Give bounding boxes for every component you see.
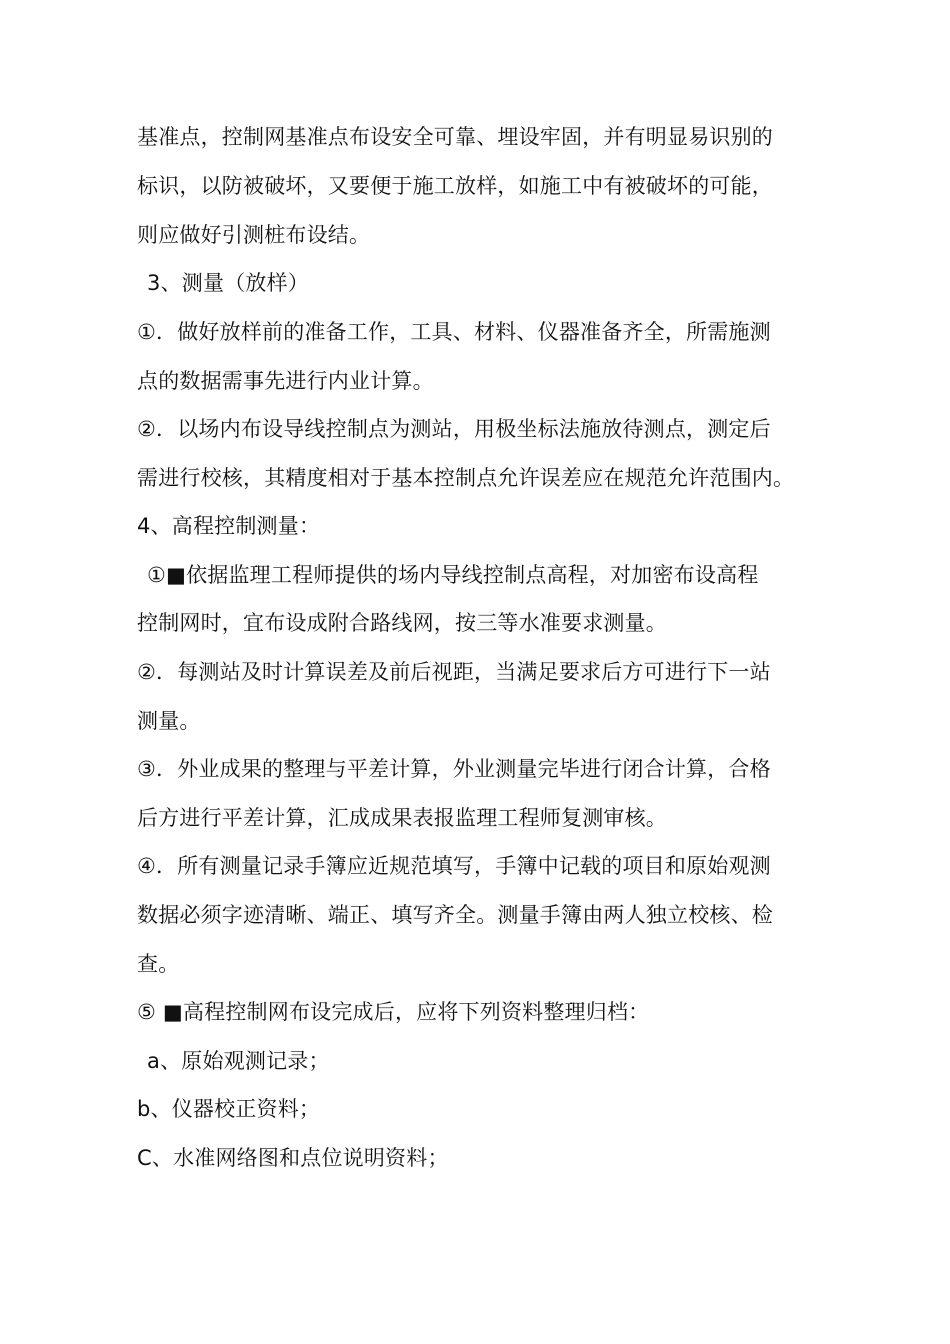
section-heading-4: 4、高程控制测量：	[137, 514, 321, 538]
list-item-line: 后方进行平差计算，汇成成果表报监理工程师复测审核。	[137, 806, 667, 830]
paragraph-line: 则应做好引测桩布设结。	[137, 223, 371, 247]
list-item-line: 点的数据需事先进行内业计算。	[137, 369, 434, 393]
list-item-line: 数据必须字迹清晰、端正、填写齐全。测量手簿由两人独立校核、检	[137, 903, 773, 927]
list-item-line: ③．外业成果的整理与平差计算，外业测量完毕进行闭合计算，合格	[137, 757, 771, 781]
archive-item: b、仪器校正资料；	[137, 1097, 321, 1121]
list-item-line: 测量。	[137, 709, 201, 733]
section-heading-3: 3、测量（放样）	[147, 271, 309, 295]
list-item-line: ①■依据监理工程师提供的场内导线控制点高程，对加密布设高程	[147, 563, 759, 587]
list-item-line: ②．每测站及时计算误差及前后视距，当满足要求后方可进行下一站	[137, 660, 771, 684]
list-item-line: ⑤ ■高程控制网布设完成后，应将下列资料整理归档：	[137, 1000, 650, 1024]
list-item-line: ②．以场内布设导线控制点为测站，用极坐标法施放待测点，测定后	[137, 417, 771, 441]
list-item-line: 查。	[137, 952, 180, 976]
paragraph-line: 基准点，控制网基准点布设安全可靠、埋设牢固，并有明显易识别的	[137, 125, 773, 149]
archive-item: a、原始观测记录；	[147, 1049, 330, 1073]
list-item-line: ①．做好放样前的准备工作，工具、材料、仪器准备齐全，所需施测	[137, 320, 771, 344]
archive-item: C、水准网络图和点位说明资料；	[137, 1146, 449, 1170]
paragraph-line: 标识，以防被破坏，又要便于施工放样，如施工中有被破坏的可能，	[137, 174, 773, 198]
list-item-line: 控制网时，宜布设成附合路线网，按三等水准要求测量。	[137, 611, 667, 635]
list-item-line: 需进行校核，其精度相对于基本控制点允许误差应在规范允许范围内。	[137, 466, 795, 490]
list-item-line: ④．所有测量记录手簿应近规范填写，手簿中记载的项目和原始观测	[137, 854, 771, 878]
